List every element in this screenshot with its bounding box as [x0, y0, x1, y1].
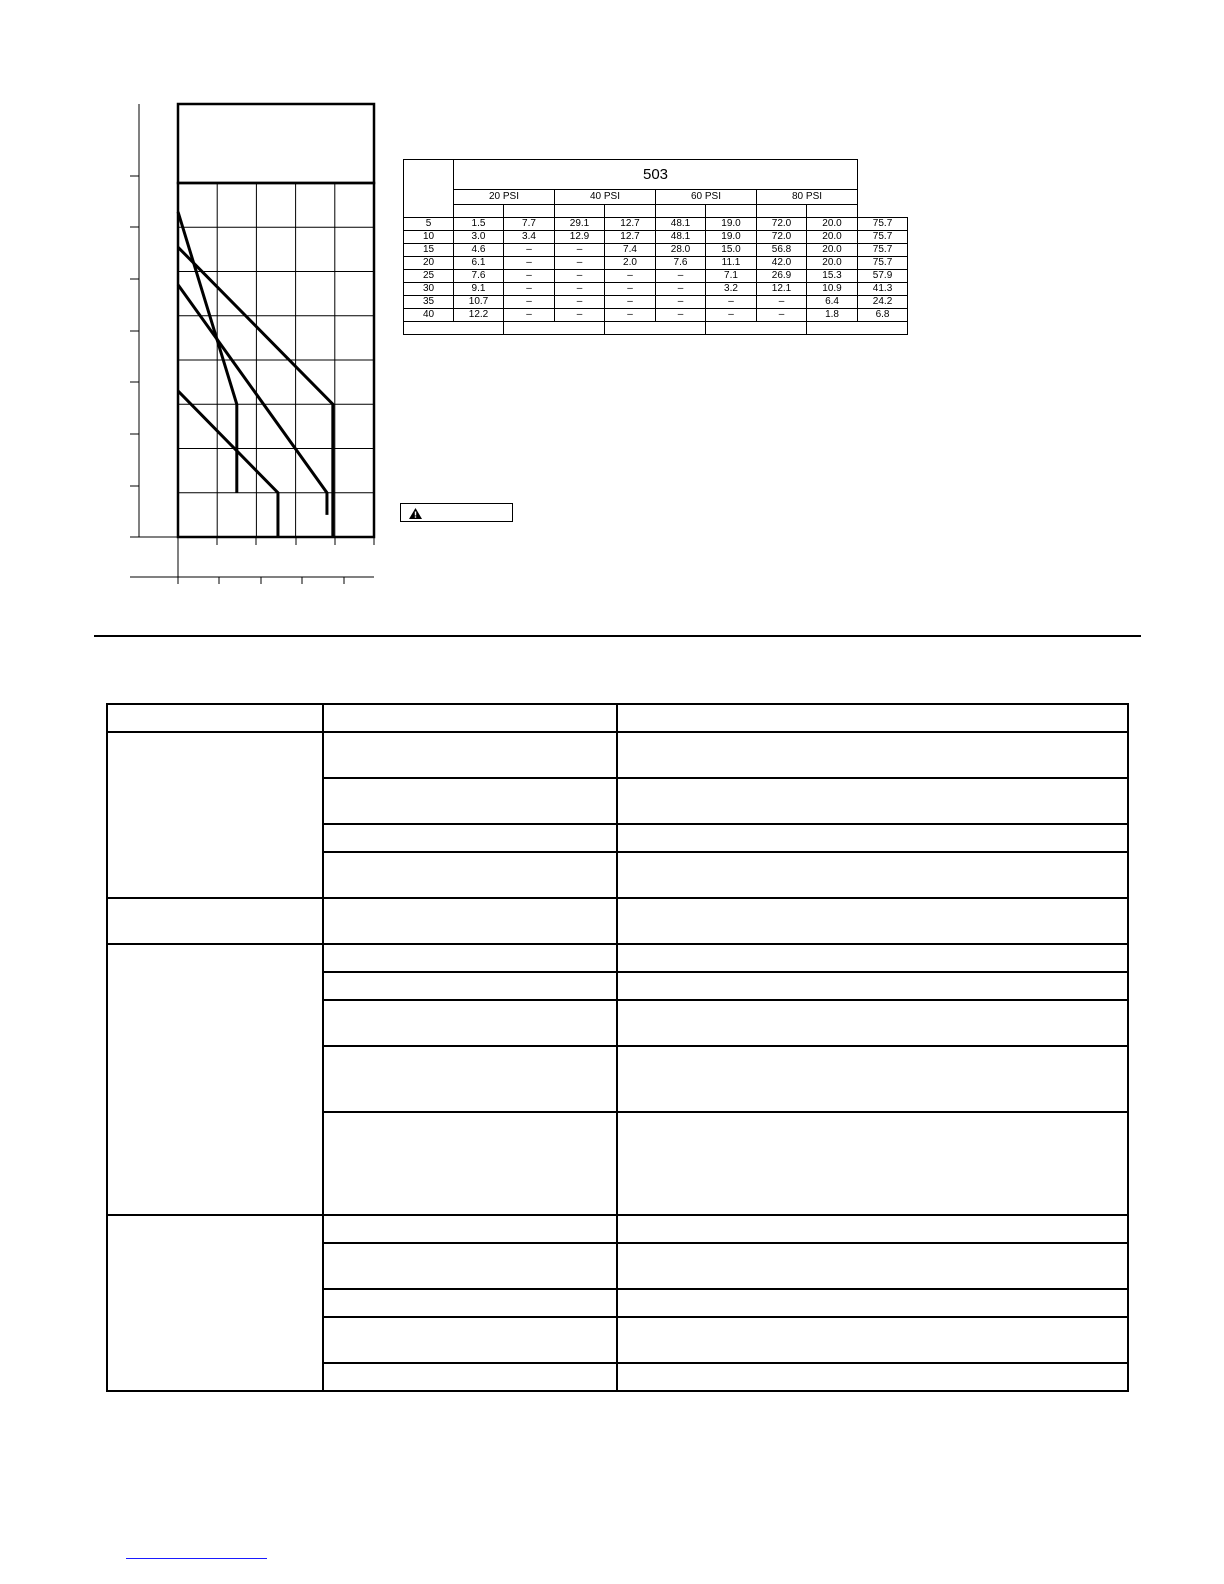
- table-row: [404, 270, 908, 283]
- table-cell: –: [706, 296, 757, 309]
- cause-cell: [323, 1112, 617, 1215]
- table-row: [404, 257, 908, 270]
- table-cell: 42.0: [757, 257, 807, 270]
- problem-cell: [107, 1215, 323, 1391]
- warning-triangle-icon: [409, 508, 422, 519]
- series-line-curve-2: [178, 285, 327, 515]
- remedy-cell: [617, 972, 1128, 1000]
- table-cell: –: [605, 296, 656, 309]
- unit-row: [404, 205, 908, 218]
- table-cell: –: [656, 270, 706, 283]
- table-cell: 30: [404, 283, 454, 296]
- remedy-cell: [617, 1112, 1128, 1215]
- table-cell: 12.2: [454, 309, 504, 322]
- table-cell: 7.6: [454, 270, 504, 283]
- table-cell: –: [504, 296, 555, 309]
- table-cell: –: [504, 244, 555, 257]
- table-cell: –: [504, 257, 555, 270]
- table-row: [404, 296, 908, 309]
- table-cell: 12.7: [605, 231, 656, 244]
- table-cell: 26.9: [757, 270, 807, 283]
- table-cell: 20.0: [807, 231, 858, 244]
- remedy-cell: [617, 944, 1128, 972]
- footer-row: [404, 322, 908, 335]
- table-cell: –: [757, 309, 807, 322]
- table-cell: 2.0: [605, 257, 656, 270]
- remedy-cell: [617, 778, 1128, 824]
- table-cell: 57.9: [858, 270, 908, 283]
- table-cell: –: [656, 283, 706, 296]
- table-cell: 3.0: [454, 231, 504, 244]
- table-cell: –: [605, 270, 656, 283]
- table-row: [107, 1215, 1128, 1243]
- table-row: [404, 218, 908, 231]
- table-cell: 72.0: [757, 218, 807, 231]
- table-row: [404, 283, 908, 296]
- remedy-cell: [617, 1215, 1128, 1243]
- table-cell: –: [555, 309, 605, 322]
- footer-cell: [807, 322, 908, 335]
- table-cell: –: [555, 296, 605, 309]
- table-row: [107, 944, 1128, 972]
- table-cell: 6.4: [807, 296, 858, 309]
- table-cell: 28.0: [656, 244, 706, 257]
- table-cell: –: [555, 283, 605, 296]
- table-cell: –: [504, 270, 555, 283]
- table-cell: 7.1: [706, 270, 757, 283]
- table-cell: –: [656, 296, 706, 309]
- table-cell: –: [757, 296, 807, 309]
- series-line-curve-3: [178, 391, 278, 537]
- table-cell: 20: [404, 257, 454, 270]
- table-cell: 10.7: [454, 296, 504, 309]
- table-cell: 75.7: [858, 231, 908, 244]
- table-cell: 5: [404, 218, 454, 231]
- header-cell-problem: [107, 704, 323, 732]
- remedy-cell: [617, 1317, 1128, 1363]
- corner-header: [404, 160, 454, 218]
- table-row: [107, 898, 1128, 944]
- cause-cell: [323, 778, 617, 824]
- remedy-cell: [617, 1289, 1128, 1317]
- table-cell: 1.8: [807, 309, 858, 322]
- cause-cell: [323, 898, 617, 944]
- cause-cell: [323, 972, 617, 1000]
- table-cell: 75.7: [858, 257, 908, 270]
- model-header: 503: [454, 160, 858, 190]
- table-cell: 11.1: [706, 257, 757, 270]
- table-cell: 19.0: [706, 218, 757, 231]
- table-cell: –: [656, 309, 706, 322]
- unit-cell: [807, 205, 858, 218]
- psi-header-20: 20 PSI: [454, 190, 555, 205]
- table-cell: 3.2: [706, 283, 757, 296]
- table-cell: 10: [404, 231, 454, 244]
- table-cell: 75.7: [858, 244, 908, 257]
- unit-cell: [656, 205, 706, 218]
- performance-chart: [0, 0, 400, 600]
- unit-cell: [454, 205, 504, 218]
- table-cell: 12.7: [605, 218, 656, 231]
- table-cell: 15.0: [706, 244, 757, 257]
- table-cell: 72.0: [757, 231, 807, 244]
- table-cell: 24.2: [858, 296, 908, 309]
- table-row: [107, 732, 1128, 778]
- psi-header-40: 40 PSI: [555, 190, 656, 205]
- table-row: [404, 231, 908, 244]
- table-cell: 7.6: [656, 257, 706, 270]
- header-row: [107, 704, 1128, 732]
- table-cell: 9.1: [454, 283, 504, 296]
- table-cell: 41.3: [858, 283, 908, 296]
- table-cell: –: [555, 270, 605, 283]
- unit-cell: [757, 205, 807, 218]
- remedy-cell: [617, 824, 1128, 852]
- section-divider: [94, 635, 1141, 637]
- header-cell-cause: [323, 704, 617, 732]
- table-cell: 7.4: [605, 244, 656, 257]
- table-cell: –: [504, 283, 555, 296]
- table-cell: 7.7: [504, 218, 555, 231]
- table-cell: 12.9: [555, 231, 605, 244]
- table-row: [404, 309, 908, 322]
- cause-cell: [323, 732, 617, 778]
- footer-cell: [605, 322, 706, 335]
- remedy-cell: [617, 852, 1128, 898]
- cause-cell: [323, 1363, 617, 1391]
- table-cell: 48.1: [656, 218, 706, 231]
- unit-cell: [605, 205, 656, 218]
- cause-cell: [323, 1046, 617, 1112]
- table-cell: 20.0: [807, 218, 858, 231]
- table-cell: 48.1: [656, 231, 706, 244]
- table-cell: 25: [404, 270, 454, 283]
- header-cell-remedy: [617, 704, 1128, 732]
- psi-row: [404, 190, 908, 205]
- table-cell: 20.0: [807, 257, 858, 270]
- table-cell: 6.1: [454, 257, 504, 270]
- table-cell: 10.9: [807, 283, 858, 296]
- cause-cell: [323, 824, 617, 852]
- troubleshooting-table: [106, 703, 1129, 1392]
- table-cell: 15: [404, 244, 454, 257]
- footer-cell: [706, 322, 807, 335]
- table-cell: 40: [404, 309, 454, 322]
- footer-cell: [504, 322, 605, 335]
- remedy-cell: [617, 1243, 1128, 1289]
- performance-table: [403, 159, 908, 335]
- unit-cell: [555, 205, 605, 218]
- table-cell: 75.7: [858, 218, 908, 231]
- table-cell: 4.6: [454, 244, 504, 257]
- remedy-cell: [617, 1046, 1128, 1112]
- cause-cell: [323, 1243, 617, 1289]
- table-cell: –: [555, 257, 605, 270]
- unit-cell: [504, 205, 555, 218]
- problem-cell: [107, 944, 323, 1215]
- table-cell: 56.8: [757, 244, 807, 257]
- cause-cell: [323, 1000, 617, 1046]
- problem-cell: [107, 732, 323, 898]
- page-link-underline[interactable]: [126, 1558, 267, 1559]
- table-cell: 20.0: [807, 244, 858, 257]
- problem-cell: [107, 898, 323, 944]
- table-row: [404, 244, 908, 257]
- table-cell: –: [706, 309, 757, 322]
- table-cell: 29.1: [555, 218, 605, 231]
- table-cell: 19.0: [706, 231, 757, 244]
- table-cell: 15.3: [807, 270, 858, 283]
- table-cell: –: [605, 283, 656, 296]
- table-cell: 35: [404, 296, 454, 309]
- remedy-cell: [617, 1363, 1128, 1391]
- table-cell: –: [504, 309, 555, 322]
- cause-cell: [323, 944, 617, 972]
- table-cell: 12.1: [757, 283, 807, 296]
- footer-cell: [404, 322, 504, 335]
- remedy-cell: [617, 1000, 1128, 1046]
- remedy-cell: [617, 898, 1128, 944]
- table-cell: –: [555, 244, 605, 257]
- psi-header-60: 60 PSI: [656, 190, 757, 205]
- psi-header-80: 80 PSI: [757, 190, 858, 205]
- table-cell: –: [605, 309, 656, 322]
- cause-cell: [323, 1215, 617, 1243]
- warning-label: [400, 503, 513, 522]
- model-row: [404, 160, 908, 190]
- chart-header-box: [178, 104, 374, 183]
- cause-cell: [323, 852, 617, 898]
- cause-cell: [323, 1317, 617, 1363]
- table-cell: 1.5: [454, 218, 504, 231]
- remedy-cell: [617, 732, 1128, 778]
- table-cell: 6.8: [858, 309, 908, 322]
- table-cell: 3.4: [504, 231, 555, 244]
- cause-cell: [323, 1289, 617, 1317]
- unit-cell: [706, 205, 757, 218]
